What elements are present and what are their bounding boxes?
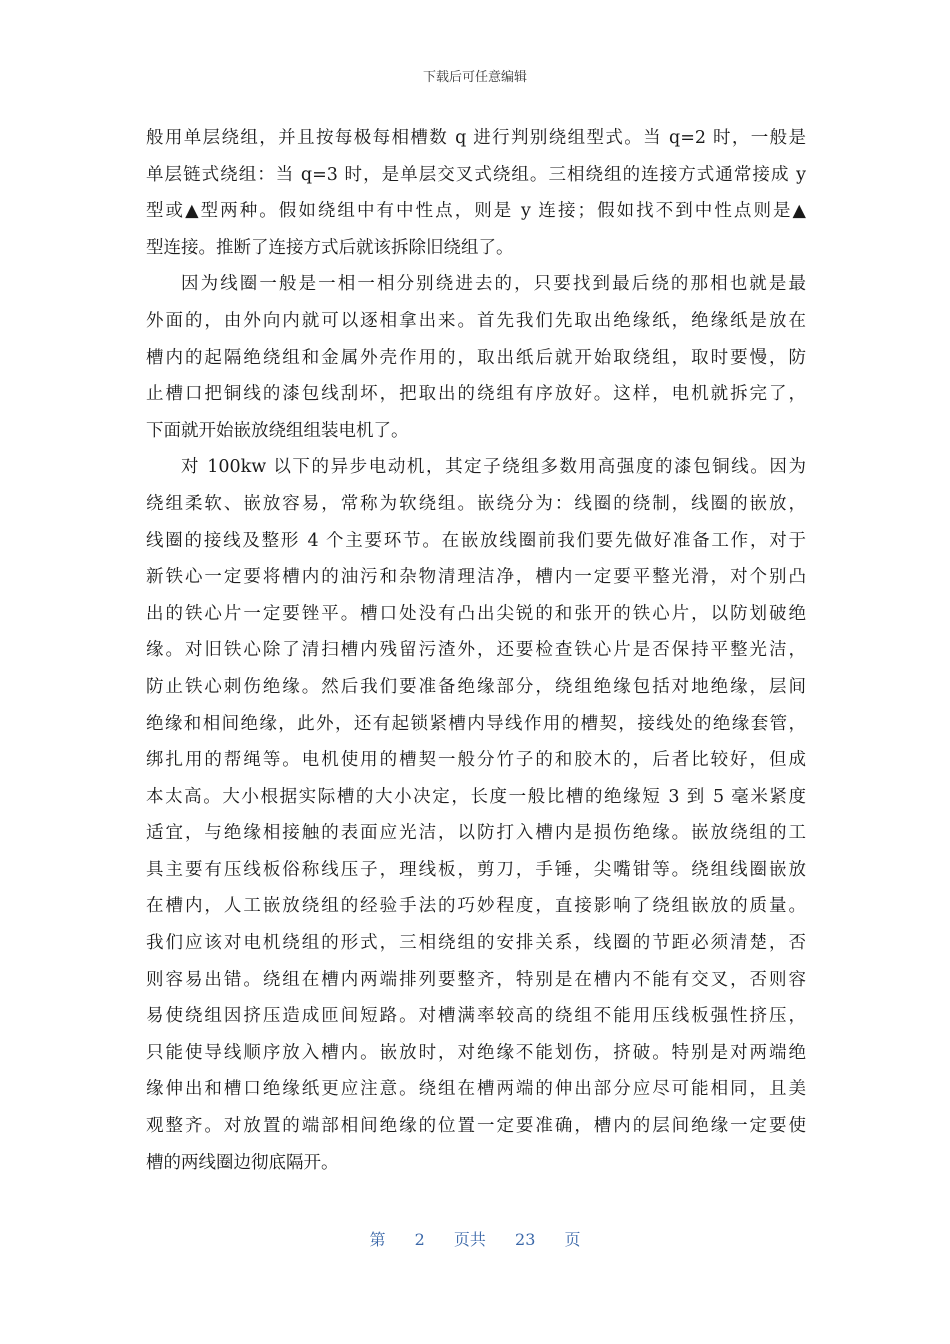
- text-line: 则容易出错。绕组在槽内两端排列要整齐，特别是在槽内不能有交叉，否则容: [146, 969, 806, 990]
- text-line: 在槽内，人工嵌放绕组的经验手法的巧妙程度，直接影响了绕组嵌放的质量。: [146, 896, 806, 917]
- text-line: 绝缘和相间绝缘，此外，还有起锁紧槽内导线作用的槽契，接线处的绝缘套管，: [146, 713, 806, 734]
- footer-suffix: 页: [564, 1230, 581, 1249]
- text-line: 缘。对旧铁心除了清扫槽内残留污渣外，还要检查铁心片是否保持平整光洁，: [146, 640, 806, 661]
- text-line: 下面就开始嵌放绕组组装电机了。: [146, 420, 409, 441]
- text-line: 观整齐。对放置的端部相间绝缘的位置一定要准确，槽内的层间绝缘一定要使: [146, 1116, 806, 1137]
- page-number-footer: [0, 1227, 950, 1250]
- footer-prefix: 第: [369, 1230, 386, 1249]
- text-line: 般用单层绕组，并且按每极每相槽数 q 进行判别绕组型式。当 q=2 时，一般是: [146, 128, 806, 148]
- text-line: 因为线圈一般是一相一相分别绕进去的，只要找到最后绕的那相也就是最: [181, 274, 806, 295]
- text-line: 型连接。推断了连接方式后就该拆除旧绕组了。: [146, 237, 514, 258]
- text-line: 型或▲型两种。假如绕组中有中性点，则是 y 连接；假如找不到中性点则是▲: [146, 201, 806, 222]
- text-line: 对 100kw 以下的异步电动机，其定子绕组多数用高强度的漆包铜线。因为: [181, 457, 806, 478]
- text-line: 具主要有压线板俗称线压子，理线板，剪刀，手锤，尖嘴钳等。绕组线圈嵌放: [146, 859, 806, 880]
- text-line: 槽的两线圈边彻底隔开。: [146, 1152, 339, 1173]
- paragraph: [146, 120, 806, 266]
- text-line: 缘伸出和槽口绝缘纸更应注意。绕组在槽两端的伸出部分应尽可能相同，且美: [146, 1079, 806, 1100]
- paragraph: [146, 266, 806, 449]
- document-body: [146, 120, 806, 1181]
- text-line: 我们应该对电机绕组的形式，三相绕组的安排关系，线圈的节距必须清楚，否: [146, 933, 806, 954]
- text-line: 适宜，与绝缘相接触的表面应光洁，以防打入槽内是损伤绝缘。嵌放绕组的工: [146, 823, 806, 844]
- text-line: 止槽口把铜线的漆包线刮坏，把取出的绕组有序放好。这样，电机就拆完了，: [146, 384, 806, 405]
- page-header: 下载后可任意编辑: [422, 70, 527, 85]
- text-line: 新铁心一定要将槽内的油污和杂物清理洁净，槽内一定要平整光滑，对个别凸: [146, 567, 806, 588]
- total-page-count: 23: [515, 1230, 536, 1249]
- text-line: 外面的，由外向内就可以逐相拿出来。首先我们先取出绝缘纸，绝缘纸是放在: [146, 310, 806, 331]
- text-line: 本太高。大小根据实际槽的大小决定，长度一般比槽的绝缘短 3 到 5 毫米紧度: [146, 786, 806, 807]
- text-line: 出的铁心片一定要锉平。槽口处没有凸出尖锐的和张开的铁心片，以防划破绝: [146, 603, 806, 624]
- paragraph: [146, 449, 806, 1181]
- text-line: 只能使导线顺序放入槽内。嵌放时，对绝缘不能划伤，挤破。特别是对两端绝: [146, 1042, 806, 1063]
- text-line: 防止铁心刺伤绝缘。然后我们要准备绝缘部分，绕组绝缘包括对地绝缘，层间: [146, 676, 806, 697]
- current-page-number: 2: [414, 1230, 425, 1249]
- text-line: 线圈的接线及整形 4 个主要环节。在嵌放线圈前我们要先做好准备工作，对于: [146, 530, 806, 551]
- footer-middle: 页共: [453, 1230, 486, 1249]
- text-line: 易使绕组因挤压造成匝间短路。对槽满率较高的绕组不能用压线板强性挤压，: [146, 1006, 806, 1027]
- text-line: 单层链式绕组：当 q=3 时，是单层交叉式绕组。三相绕组的连接方式通常接成 y: [146, 164, 806, 185]
- text-line: 绑扎用的帮绳等。电机使用的槽契一般分竹子的和胶木的，后者比较好，但成: [146, 750, 806, 771]
- text-line: 绕组柔软、嵌放容易，常称为软绕组。嵌绕分为：线圈的绕制，线圈的嵌放，: [146, 493, 806, 514]
- text-line: 槽内的起隔绝绕组和金属外壳作用的，取出纸后就开始取绕组，取时要慢，防: [146, 347, 806, 368]
